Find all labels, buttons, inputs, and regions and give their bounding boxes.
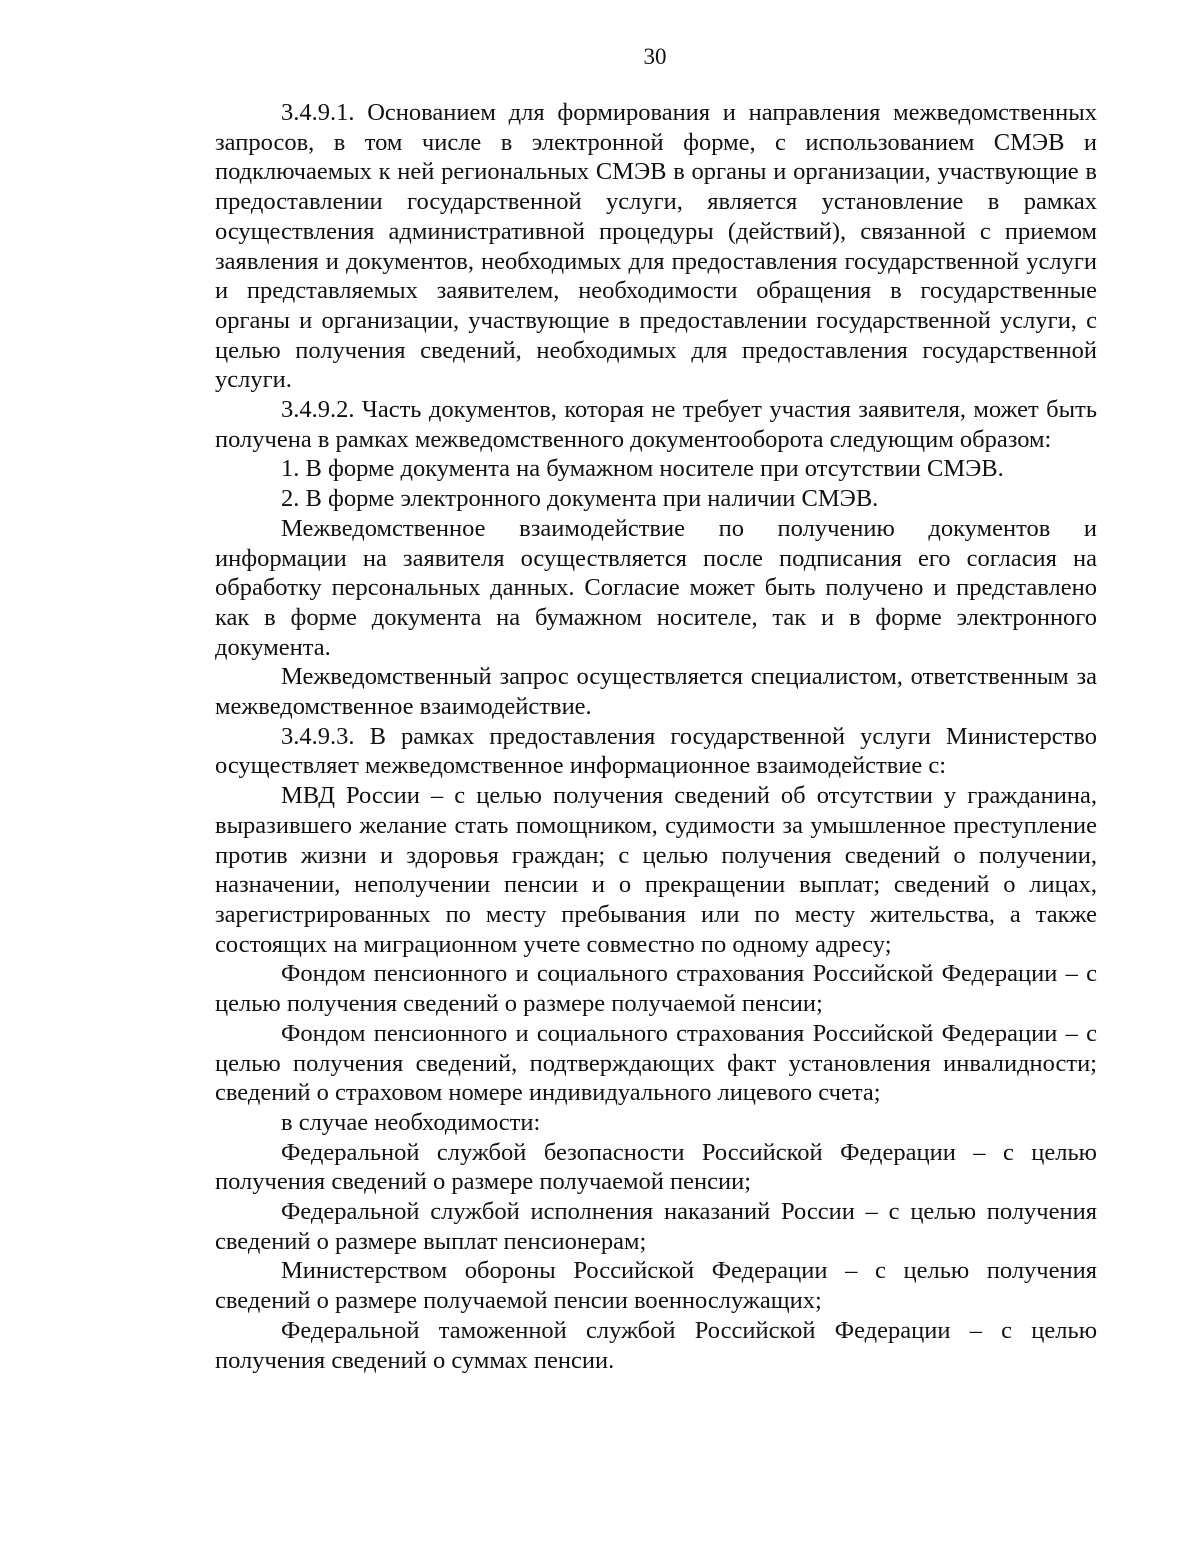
paragraph: Федеральной таможенной службой Российской Федерации – с целью получения сведений о суммах пенсии. — [215, 1316, 1097, 1374]
paragraph: Фондом пенсионного и социального страхования Российской Федерации – с целью получения сведений, подтверждающих факт установления инвалидности; сведений о страховом номере индивидуального лицевого счета; — [215, 1019, 1097, 1107]
paragraph: Федеральной службой исполнения наказаний России – с целью получения сведений о размере выплат пенсионерам; — [215, 1198, 1097, 1255]
paragraph: 3.4.9.3. В рамках предоставления государственной услуги Министерство осуществляет межведомственное информационное взаимодействие с: — [215, 722, 1097, 780]
paragraph: 3.4.9.1. Основанием для формирования и направления межведомственных запросов, в том числе в электронной форме, с использованием СМЭВ и подключаемых к ней региональных СМЭВ в органы и организации, участвующие в предоставлении государственной услуги, является установление в рамках осуществления административной процедуры (действий), связанной с приемом заявления и документов, необходимых для предоставления государственной услуги и представляемых заявителем, необходимости обращения в государственные органы и организации, участвующие в предоставлении государственной услуги, с целью получения сведений, необходимых для предоставления государственной услуги. — [215, 99, 1097, 394]
paragraph: Межведомственный запрос осуществляется специалистом, ответственным за межведомственное взаимодействие. — [215, 663, 1097, 721]
paragraph: 1. В форме документа на бумажном носителе при отсутствии СМЭВ. — [281, 455, 1004, 483]
page-number: 30 — [643, 44, 667, 69]
document-body — [215, 98, 1097, 1375]
paragraph: 3.4.9.2. Часть документов, которая не требует участия заявителя, может быть получена в рамках межведомственного документооборота следующим образом: — [215, 396, 1097, 453]
paragraph: Фондом пенсионного и социального страхования Российской Федерации – с целью получения сведений о размере получаемой пенсии; — [215, 960, 1097, 1018]
paragraph: 2. В форме электронного документа при наличии СМЭВ. — [281, 485, 879, 513]
paragraph: МВД России – с целью получения сведений об отсутствии у гражданина, выразившего желание стать помощником, судимости за умышленное преступление против жизни и здоровья граждан; с целью получения сведений о получении, назначении, неполучении пенсии и о прекращении выплат; сведений о лицах, зарегистрированных по месту пребывания или по месту жительства, а также состоящих на миграционном учете совместно по одному адресу; — [215, 782, 1097, 958]
paragraph: в случае необходимости: — [281, 1108, 541, 1136]
paragraph: Межведомственное взаимодействие по получению документов и информации на заявителя осуществляется после подписания его согласия на обработку персональных данных. Согласие может быть получено и представлено как в форме документа на бумажном носителе, так и в форме электронного документа. — [215, 514, 1097, 661]
paragraph: Федеральной службой безопасности Российской Федерации – с целью получения сведений о размере получаемой пенсии; — [215, 1138, 1097, 1196]
paragraph: Министерством обороны Российской Федерации – с целью получения сведений о размере получаемой пенсии военнослужащих; — [215, 1257, 1097, 1315]
